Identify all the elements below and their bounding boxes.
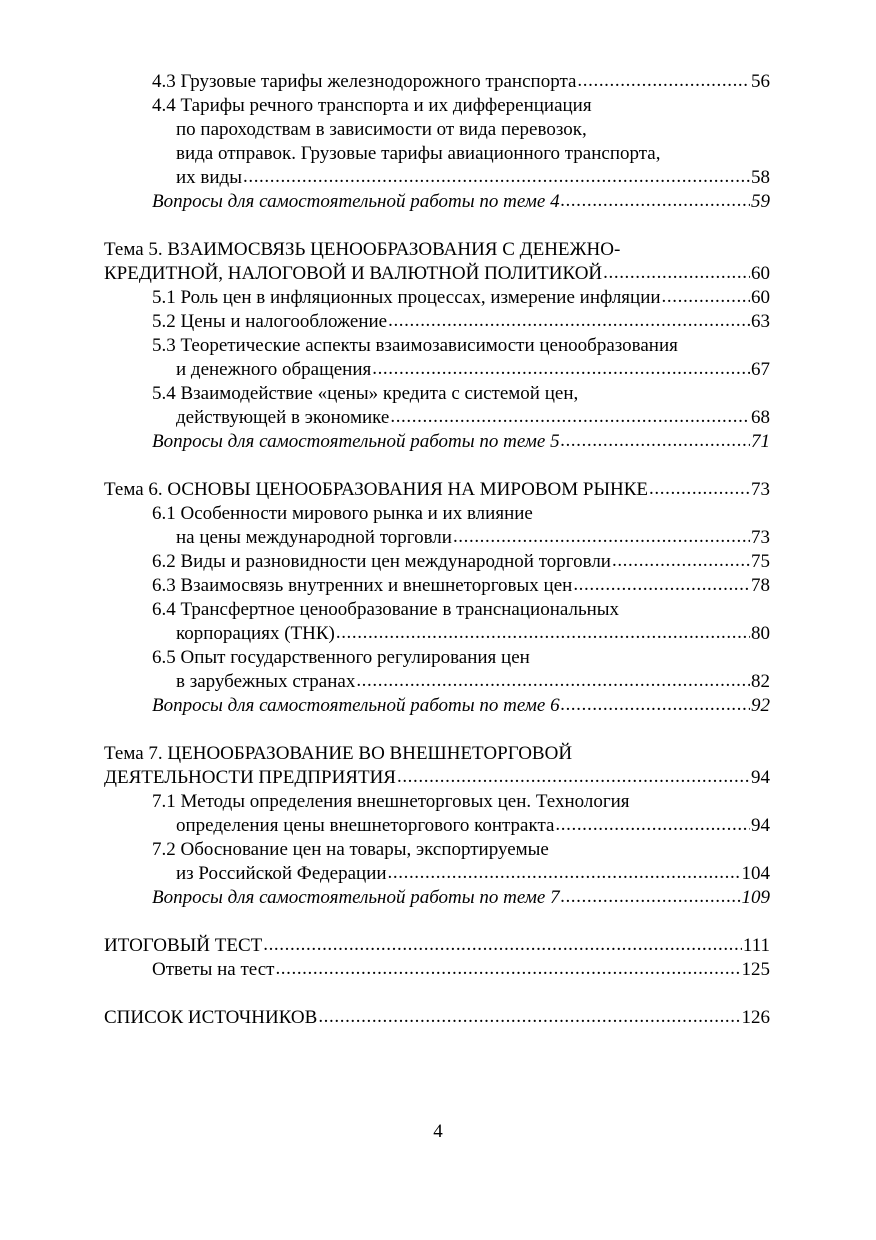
- dot-leader: [612, 549, 750, 573]
- toc-entry-title-line: Вопросы для самостоятельной работы по теме 6: [152, 695, 560, 716]
- toc-entry-leader-row: [152, 358, 770, 382]
- toc-entry-leader-row: [104, 766, 770, 790]
- toc-page-number: 56: [751, 71, 770, 92]
- toc-entry-title-line: 4.4 Тарифы речного транспорта и их дифференциация: [152, 95, 592, 116]
- toc-topic-entry[interactable]: [104, 1006, 770, 1030]
- toc-topic-entry[interactable]: [104, 934, 770, 958]
- dot-leader: [388, 309, 750, 333]
- dot-leader: [662, 285, 750, 309]
- dot-leader: [561, 429, 750, 453]
- toc-entry-leader-row: [152, 958, 770, 982]
- toc-page-number: 109: [741, 887, 770, 908]
- toc-page-number: 68: [751, 407, 770, 428]
- toc-entry-title-line: Тема 6. ОСНОВЫ ЦЕНООБРАЗОВАНИЯ НА МИРОВОМ РЫНКЕ: [104, 479, 649, 500]
- toc-entry-leader-row: [152, 70, 770, 94]
- toc-entry-title-line: 6.1 Особенности мирового рынка и их влияние: [152, 503, 533, 524]
- toc-page-number: 104: [741, 863, 770, 884]
- dot-leader: [573, 573, 750, 597]
- toc-section-entry[interactable]: [104, 598, 770, 646]
- toc-entry-leader-row: [152, 670, 770, 694]
- toc-page-number: 67: [751, 359, 770, 380]
- toc-entry-leader-row: [104, 262, 770, 286]
- dot-leader: [603, 261, 750, 285]
- toc-entry-leader-row: [104, 478, 770, 502]
- toc-entry-leader-row: [152, 622, 770, 646]
- toc-entry-leader-row: [152, 166, 770, 190]
- table-of-contents: [104, 70, 770, 1030]
- toc-entry-title-line: и денежного обращения: [176, 359, 372, 380]
- toc-entry-leader-row: [152, 310, 770, 334]
- toc-page-number: 78: [751, 575, 770, 596]
- toc-entry-title-line: 6.4 Трансфертное ценообразование в транснациональных: [152, 599, 620, 620]
- dot-leader: [561, 189, 750, 213]
- toc-section-entry[interactable]: [104, 574, 770, 598]
- toc-entry-title-line: 7.1 Методы определения внешнеторговых цен. Технология: [152, 791, 630, 812]
- dot-leader: [453, 525, 750, 549]
- toc-entry-leader-row: [152, 550, 770, 574]
- toc-entry-leader-row: [152, 526, 770, 550]
- toc-page-number: 73: [751, 479, 770, 500]
- toc-entry-title-line: 5.1 Роль цен в инфляционных процессах, измерение инфляции: [152, 287, 661, 308]
- toc-section-entry[interactable]: [104, 790, 770, 838]
- toc-entry-title-line: Вопросы для самостоятельной работы по теме 7: [152, 887, 560, 908]
- toc-page-number: 125: [741, 959, 770, 980]
- page-number: 4: [433, 1121, 443, 1142]
- toc-entry-leader-row: [104, 934, 770, 958]
- toc-page-number: 63: [751, 311, 770, 332]
- toc-page-number: 111: [742, 935, 770, 956]
- toc-topic-entry[interactable]: [104, 478, 770, 502]
- toc-entry-title-line: Вопросы для самостоятельной работы по теме 5: [152, 431, 560, 452]
- toc-topic-entry[interactable]: [104, 238, 770, 286]
- dot-leader: [243, 165, 750, 189]
- toc-entry-title-line: Тема 5. ВЗАИМОСВЯЗЬ ЦЕНООБРАЗОВАНИЯ С ДЕНЕЖНО-: [104, 239, 621, 260]
- toc-entry-title-line: 6.5 Опыт государственного регулирования цен: [152, 647, 530, 668]
- toc-entry-title-line: Тема 7. ЦЕНООБРАЗОВАНИЕ ВО ВНЕШНЕТОРГОВОЙ: [104, 743, 573, 764]
- dot-leader: [397, 765, 750, 789]
- toc-entry-title-line: ДЕЯТЕЛЬНОСТИ ПРЕДПРИЯТИЯ: [104, 767, 396, 788]
- dot-leader: [372, 357, 750, 381]
- toc-questions-entry[interactable]: [104, 190, 770, 214]
- toc-section-entry[interactable]: [104, 310, 770, 334]
- dot-leader: [356, 669, 750, 693]
- toc-page-number: 80: [751, 623, 770, 644]
- toc-page-number: 94: [751, 767, 770, 788]
- toc-page-number: 71: [751, 431, 770, 452]
- toc-entry-title-line: в зарубежных странах: [176, 671, 356, 692]
- toc-entry-title-line: корпорациях (ТНК): [176, 623, 335, 644]
- dot-leader: [555, 813, 750, 837]
- dot-leader: [263, 933, 742, 957]
- dot-leader: [561, 885, 741, 909]
- toc-page-number: 60: [751, 263, 770, 284]
- dot-leader: [318, 1005, 740, 1029]
- toc-entry-title-line: их виды: [176, 167, 242, 188]
- toc-entry-title-line: СПИСОК ИСТОЧНИКОВ: [104, 1007, 318, 1028]
- toc-page-number: 82: [751, 671, 770, 692]
- toc-page-number: 92: [751, 695, 770, 716]
- toc-page-number: 58: [751, 167, 770, 188]
- toc-entry-leader-row: [152, 694, 770, 718]
- toc-section-entry[interactable]: [104, 334, 770, 382]
- toc-section-entry[interactable]: [104, 550, 770, 574]
- toc-entry-title-line: Вопросы для самостоятельной работы по теме 4: [152, 191, 560, 212]
- toc-section-entry[interactable]: [104, 502, 770, 550]
- toc-section-entry[interactable]: [104, 94, 770, 190]
- toc-entry-title-line: 5.3 Теоретические аспекты взаимозависимости ценообразования: [152, 335, 678, 356]
- dot-leader: [336, 621, 750, 645]
- toc-entry-title-line: 7.2 Обоснование цен на товары, экспортируемые: [152, 839, 549, 860]
- dot-leader: [390, 405, 750, 429]
- toc-section-entry[interactable]: [104, 646, 770, 694]
- toc-section-entry[interactable]: [104, 958, 770, 982]
- toc-questions-entry[interactable]: [104, 430, 770, 454]
- toc-entry-leader-row: [152, 886, 770, 910]
- toc-page-number: 75: [751, 551, 770, 572]
- toc-entry-title-line: 5.4 Взаимодействие «цены» кредита с системой цен,: [152, 383, 579, 404]
- toc-section-entry[interactable]: [104, 838, 770, 886]
- toc-section-entry[interactable]: [104, 70, 770, 94]
- toc-entry-title-line: определения цены внешнеторгового контракта: [176, 815, 555, 836]
- dot-leader: [561, 693, 750, 717]
- toc-entry-leader-row: [152, 190, 770, 214]
- toc-entry-leader-row: [152, 574, 770, 598]
- toc-entry-title-line: 6.3 Взаимосвязь внутренних и внешнеторговых цен: [152, 575, 573, 596]
- toc-entry-title-line: по пароходствам в зависимости от вида перевозок,: [176, 119, 587, 140]
- toc-entry-leader-row: [152, 430, 770, 454]
- toc-entry-title-line: на цены международной торговли: [176, 527, 452, 548]
- dot-leader: [275, 957, 740, 981]
- toc-section-entry[interactable]: [104, 382, 770, 430]
- toc-entry-leader-row: [152, 814, 770, 838]
- toc-entry-title-line: ИТОГОВЫЙ ТЕСТ: [104, 935, 263, 956]
- toc-entry-title-line: Ответы на тест: [152, 959, 275, 980]
- toc-topic-entry[interactable]: [104, 742, 770, 790]
- toc-page-number: 60: [751, 287, 770, 308]
- dot-leader: [649, 477, 750, 501]
- toc-entry-title-line: действующей в экономике: [176, 407, 390, 428]
- toc-section-entry[interactable]: [104, 286, 770, 310]
- dot-leader: [577, 69, 750, 93]
- toc-page-number: 73: [751, 527, 770, 548]
- toc-page-number: 59: [751, 191, 770, 212]
- toc-entry-title-line: КРЕДИТНОЙ, НАЛОГОВОЙ И ВАЛЮТНОЙ ПОЛИТИКОЙ: [104, 263, 603, 284]
- toc-page-number: 94: [751, 815, 770, 836]
- toc-questions-entry[interactable]: [104, 694, 770, 718]
- toc-entry-title-line: вида отправок. Грузовые тарифы авиационного транспорта,: [176, 143, 661, 164]
- toc-entry-leader-row: [152, 862, 770, 886]
- toc-entry-leader-row: [104, 1006, 770, 1030]
- toc-questions-entry[interactable]: [104, 886, 770, 910]
- dot-leader: [388, 861, 741, 885]
- toc-entry-title-line: 4.3 Грузовые тарифы железнодорожного транспорта: [152, 71, 577, 92]
- toc-entry-title-line: 5.2 Цены и налогообложение: [152, 311, 388, 332]
- toc-entry-leader-row: [152, 286, 770, 310]
- toc-entry-title-line: 6.2 Виды и разновидности цен международной торговли: [152, 551, 611, 572]
- toc-page-number: 126: [741, 1007, 770, 1028]
- toc-entry-title-line: из Российской Федерации: [176, 863, 387, 884]
- toc-entry-leader-row: [152, 406, 770, 430]
